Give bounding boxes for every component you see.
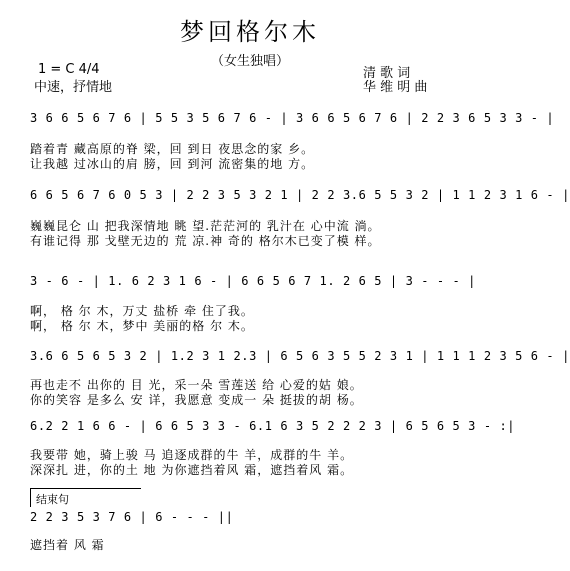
ending-notes: 2 2 3 5 3 7 6 | 6 - - - || (30, 510, 234, 524)
score-line-2-notes: 6 6 5 6 7 6 0 5 3 | 2 2 3 5 3 2 1 | 2 2 3.6 5 5 3 2 | 1 1 2 3 1 6 - | (30, 188, 570, 202)
score-line-1-lyrics-verse-2: 让我越 过冰山的肩 膀，回 到河 流密集的地 方。 (30, 157, 315, 171)
score-line-3-lyrics-verse-1: 啊， 格 尔 木，万丈 盐桥 牵 住了我。 (30, 304, 254, 318)
score-line-1-notes: 3 6 6 5 6 7 6 | 5 5 3 5 6 7 6 - | 3 6 6 5 6 7 6 | 2 2 3 6 5 3 3 - | (30, 111, 555, 125)
score-line-5-notes: 6.2 2 1 6 6 - | 6 6 5 3 3 - 6.1 6 3 5 2 2 2 3 | 6 5 6 5 3 - :| (30, 419, 516, 433)
song-subtitle: （女生独唱） (210, 54, 289, 69)
lyricist-credit: 清 歌 词 (363, 66, 411, 81)
ending-lyrics: 遮挡着 风 霜 (30, 538, 105, 552)
key-signature: 1 = C 4/4 (38, 62, 100, 77)
tempo-marking: 中速，抒情地 (34, 80, 113, 95)
ending-label: 结束句 (36, 493, 69, 506)
score-line-4-notes: 3.6 6 5 6 5 3 2 | 1.2 3 1 2.3 | 6 5 6 3 5 5 2 3 1 | 1 1 1 2 3 5 6 - | (30, 349, 570, 363)
score-line-3-notes: 3 - 6 - | 1. 6 2 3 1 6 - | 6 6 5 6 7 1. 2 6 5 | 3 - - - | (30, 274, 477, 288)
score-line-5-lyrics-verse-2: 深深扎 进，你的土 地 为你遮挡着风 霜，遮挡着风 霜。 (30, 463, 354, 477)
score-line-2-lyrics-verse-2: 有谁记得 那 戈壁无边的 荒 凉.神 奇的 格尔木已变了模 样。 (30, 234, 381, 248)
song-title: 梦回格尔木 (180, 18, 320, 46)
score-line-1-lyrics-verse-1: 踏着青 藏高原的脊 梁，回 到日 夜思念的家 乡。 (30, 142, 315, 156)
score-line-4-lyrics-verse-2: 你的笑容 是多么 安 详，我愿意 变成一 朵 挺拔的胡 杨。 (30, 393, 363, 407)
score-line-4-lyrics-verse-1: 再也走不 出你的 目 光，采一朵 雪莲送 给 心爱的姑 娘。 (30, 378, 363, 392)
score-line-3-lyrics-verse-2: 啊， 格 尔 木，梦中 美丽的格 尔 木。 (30, 319, 254, 333)
composer-credit: 华 维 明 曲 (363, 80, 428, 95)
score-line-5-lyrics-verse-1: 我要带 她，骑上骏 马 追逐成群的牛 羊，成群的牛 羊。 (30, 448, 354, 462)
score-line-2-lyrics-verse-1: 巍巍昆仑 山 把我深情地 眺 望.茫茫河的 乳汁在 心中流 淌。 (30, 219, 381, 233)
